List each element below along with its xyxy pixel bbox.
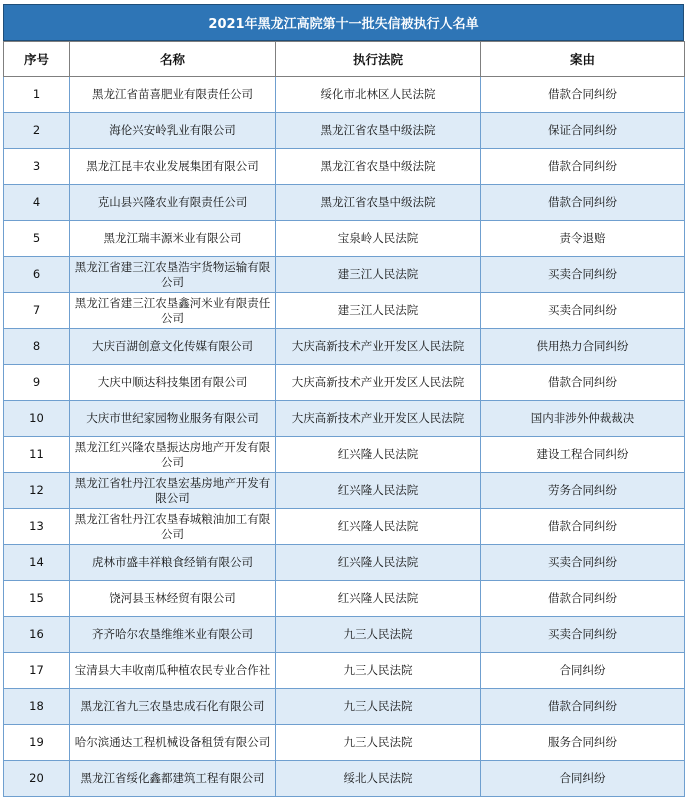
cell-company-name [70, 185, 276, 221]
cell-court [276, 689, 481, 725]
cell-index-text: 7 [32, 303, 41, 317]
cell-court-text: 红兴隆人民法院 [337, 447, 419, 461]
cell-court-text: 建三江人民法院 [337, 267, 419, 281]
cell-cause-text: 借款合同纠纷 [548, 591, 617, 605]
cell-company-name-text: 黑龙江省建三江农垦鑫河米业有限责任公司 [74, 295, 271, 325]
cell-cause [481, 221, 685, 257]
cell-cause-text: 借款合同纠纷 [548, 87, 617, 101]
cell-court [276, 725, 481, 761]
blacklist-table [3, 41, 685, 797]
cell-company-name [70, 725, 276, 761]
cell-index-text: 6 [32, 267, 41, 281]
blacklist-table-container [3, 4, 684, 803]
cell-court [276, 581, 481, 617]
cell-cause [481, 185, 685, 221]
cell-court-text: 大庆高新技术产业开发区人民法院 [291, 339, 465, 353]
table-row [4, 149, 685, 185]
cell-court [276, 473, 481, 509]
cell-court [276, 257, 481, 293]
cell-cause-text: 保证合同纠纷 [548, 123, 617, 137]
cell-index-text: 15 [29, 591, 44, 605]
table-title: 2021年黑龙江高院第十一批失信被执行人名单 [3, 4, 684, 41]
cell-company-name-text: 黑龙江瑞丰源米业有限公司 [103, 231, 242, 245]
cell-court [276, 329, 481, 365]
table-row [4, 401, 685, 437]
table-row [4, 725, 685, 761]
cell-index-text: 12 [29, 483, 44, 497]
cell-index-text: 16 [29, 627, 44, 641]
cell-company-name-text: 克山县兴隆农业有限责任公司 [97, 195, 248, 209]
cell-court-text: 九三人民法院 [343, 627, 413, 641]
cell-court [276, 77, 481, 113]
cell-index [4, 617, 70, 653]
cell-company-name [70, 221, 276, 257]
cell-cause [481, 365, 685, 401]
cell-company-name [70, 509, 276, 545]
cell-company-name-text: 宝清县大丰收南瓜种植农民专业合作社 [74, 663, 271, 677]
cell-company-name [70, 329, 276, 365]
cell-company-name [70, 365, 276, 401]
cell-court-text: 九三人民法院 [343, 735, 413, 749]
cell-index [4, 725, 70, 761]
cell-court [276, 221, 481, 257]
cell-cause [481, 581, 685, 617]
cell-index [4, 113, 70, 149]
cell-index [4, 329, 70, 365]
cell-index [4, 401, 70, 437]
cell-index-text: 5 [32, 231, 41, 245]
table-row [4, 545, 685, 581]
cell-cause-text: 服务合同纠纷 [548, 735, 617, 749]
table-row [4, 113, 685, 149]
table-row [4, 437, 685, 473]
cell-index [4, 221, 70, 257]
cell-company-name-text: 哈尔滨通达工程机械设备租赁有限公司 [74, 735, 271, 749]
cell-index [4, 437, 70, 473]
cell-company-name-text: 饶河县玉林经贸有限公司 [109, 591, 236, 605]
cell-court [276, 509, 481, 545]
cell-index [4, 257, 70, 293]
cell-index-text: 17 [29, 663, 44, 677]
cell-cause [481, 725, 685, 761]
table-row [4, 581, 685, 617]
cell-court [276, 761, 481, 797]
column-header-index: 序号 [4, 42, 70, 77]
cell-index-text: 14 [29, 555, 44, 569]
cell-index [4, 653, 70, 689]
cell-court [276, 113, 481, 149]
cell-cause-text: 买卖合同纠纷 [548, 267, 617, 281]
cell-court-text: 红兴隆人民法院 [337, 483, 419, 497]
cell-company-name-text: 黑龙江省牡丹江农垦宏基房地产开发有限公司 [74, 475, 271, 505]
cell-company-name [70, 689, 276, 725]
cell-company-name [70, 401, 276, 437]
cell-index [4, 545, 70, 581]
cell-court [276, 617, 481, 653]
cell-index [4, 149, 70, 185]
table-row [4, 473, 685, 509]
cell-cause-text: 借款合同纠纷 [548, 195, 617, 209]
cell-cause [481, 401, 685, 437]
cell-index [4, 365, 70, 401]
table-row [4, 365, 685, 401]
cell-court [276, 149, 481, 185]
cell-index [4, 761, 70, 797]
cell-cause [481, 689, 685, 725]
cell-cause-text: 合同纠纷 [559, 663, 606, 677]
cell-company-name-text: 大庆中顺达科技集团有限公司 [97, 375, 248, 389]
cell-index-text: 18 [29, 699, 44, 713]
cell-cause [481, 653, 685, 689]
cell-company-name-text: 大庆百湖创意文化传媒有限公司 [92, 339, 253, 353]
cell-cause [481, 545, 685, 581]
cell-cause [481, 77, 685, 113]
cell-company-name [70, 77, 276, 113]
cell-cause [481, 293, 685, 329]
cell-cause [481, 149, 685, 185]
cell-cause-text: 供用热力合同纠纷 [536, 339, 629, 353]
cell-court-text: 黑龙江省农垦中级法院 [320, 195, 436, 209]
cell-index-text: 19 [29, 735, 44, 749]
cell-index-text: 11 [29, 447, 44, 461]
cell-court-text: 建三江人民法院 [337, 303, 419, 317]
cell-index [4, 185, 70, 221]
cell-company-name-text: 黑龙江红兴隆农垦振达房地产开发有限公司 [74, 439, 271, 469]
cell-index [4, 293, 70, 329]
table-row [4, 617, 685, 653]
cell-index-text: 8 [32, 339, 41, 353]
cell-cause [481, 257, 685, 293]
table-row [4, 761, 685, 797]
cell-index [4, 473, 70, 509]
cell-cause-text: 国内非涉外仲裁裁决 [530, 411, 635, 425]
cell-court-text: 绥化市北林区人民法院 [320, 87, 436, 101]
cell-cause-text: 合同纠纷 [559, 771, 606, 785]
cell-cause-text: 买卖合同纠纷 [548, 555, 617, 569]
cell-cause-text: 借款合同纠纷 [548, 519, 617, 533]
cell-court-text: 红兴隆人民法院 [337, 591, 419, 605]
cell-company-name-text: 海伦兴安岭乳业有限公司 [109, 123, 236, 137]
cell-court [276, 545, 481, 581]
cell-company-name [70, 581, 276, 617]
cell-court [276, 365, 481, 401]
cell-company-name [70, 149, 276, 185]
column-header-name: 名称 [70, 42, 276, 77]
cell-company-name [70, 113, 276, 149]
cell-cause [481, 437, 685, 473]
table-row [4, 221, 685, 257]
cell-company-name [70, 257, 276, 293]
cell-company-name-text: 黑龙江省绥化鑫都建筑工程有限公司 [80, 771, 265, 785]
cell-cause-text: 买卖合同纠纷 [548, 303, 617, 317]
cell-court-text: 大庆高新技术产业开发区人民法院 [291, 411, 465, 425]
cell-cause-text: 借款合同纠纷 [548, 159, 617, 173]
cell-company-name [70, 761, 276, 797]
cell-company-name-text: 虎林市盛丰祥粮食经销有限公司 [92, 555, 253, 569]
table-row [4, 293, 685, 329]
cell-index-text: 4 [32, 195, 41, 209]
table-row [4, 185, 685, 221]
cell-index-text: 1 [32, 87, 41, 101]
column-header-cause: 案由 [481, 42, 685, 77]
cell-index [4, 509, 70, 545]
cell-company-name-text: 黑龙江昆丰农业发展集团有限公司 [86, 159, 259, 173]
table-row [4, 689, 685, 725]
cell-court-text: 大庆高新技术产业开发区人民法院 [291, 375, 465, 389]
cell-company-name [70, 437, 276, 473]
cell-company-name-text: 黑龙江省苗喜肥业有限责任公司 [92, 87, 253, 101]
cell-cause-text: 借款合同纠纷 [548, 375, 617, 389]
cell-index-text: 2 [32, 123, 41, 137]
table-row [4, 257, 685, 293]
cell-company-name-text: 黑龙江省建三江农垦浩宇货物运输有限公司 [74, 259, 271, 289]
cell-index-text: 3 [32, 159, 41, 173]
cell-court [276, 185, 481, 221]
cell-cause [481, 329, 685, 365]
cell-court-text: 黑龙江省农垦中级法院 [320, 123, 436, 137]
cell-index-text: 13 [29, 519, 44, 533]
cell-cause [481, 113, 685, 149]
cell-court [276, 293, 481, 329]
cell-court [276, 401, 481, 437]
cell-cause [481, 473, 685, 509]
cell-company-name [70, 293, 276, 329]
cell-court-text: 红兴隆人民法院 [337, 555, 419, 569]
cell-court-text: 九三人民法院 [343, 663, 413, 677]
column-header-court: 执行法院 [276, 42, 481, 77]
header-row [4, 42, 685, 77]
cell-cause-text: 责令退赔 [559, 231, 606, 245]
cell-index-text: 9 [32, 375, 41, 389]
cell-court-text: 绥北人民法院 [343, 771, 413, 785]
cell-cause-text: 买卖合同纠纷 [548, 627, 617, 641]
cell-company-name-text: 齐齐哈尔农垦维维米业有限公司 [92, 627, 253, 641]
cell-court-text: 红兴隆人民法院 [337, 519, 419, 533]
cell-company-name [70, 473, 276, 509]
cell-company-name [70, 653, 276, 689]
cell-index [4, 689, 70, 725]
cell-cause-text: 借款合同纠纷 [548, 699, 617, 713]
cell-index-text: 20 [29, 771, 44, 785]
cell-cause [481, 509, 685, 545]
cell-court-text: 九三人民法院 [343, 699, 413, 713]
table-row [4, 509, 685, 545]
table-row [4, 329, 685, 365]
cell-cause-text: 劳务合同纠纷 [548, 483, 617, 497]
cell-court [276, 437, 481, 473]
cell-index-text: 10 [29, 411, 44, 425]
cell-cause [481, 761, 685, 797]
cell-court [276, 653, 481, 689]
cell-cause-text: 建设工程合同纠纷 [536, 447, 629, 461]
cell-company-name [70, 617, 276, 653]
cell-company-name [70, 545, 276, 581]
table-row [4, 77, 685, 113]
cell-index [4, 77, 70, 113]
cell-company-name-text: 黑龙江省牡丹江农垦春城粮油加工有限公司 [74, 511, 271, 541]
cell-cause [481, 617, 685, 653]
cell-company-name-text: 大庆市世纪家园物业服务有限公司 [86, 411, 259, 425]
cell-court-text: 黑龙江省农垦中级法院 [320, 159, 436, 173]
table-row [4, 653, 685, 689]
cell-company-name-text: 黑龙江省九三农垦忠成石化有限公司 [80, 699, 265, 713]
cell-index [4, 581, 70, 617]
cell-court-text: 宝泉岭人民法院 [337, 231, 419, 245]
